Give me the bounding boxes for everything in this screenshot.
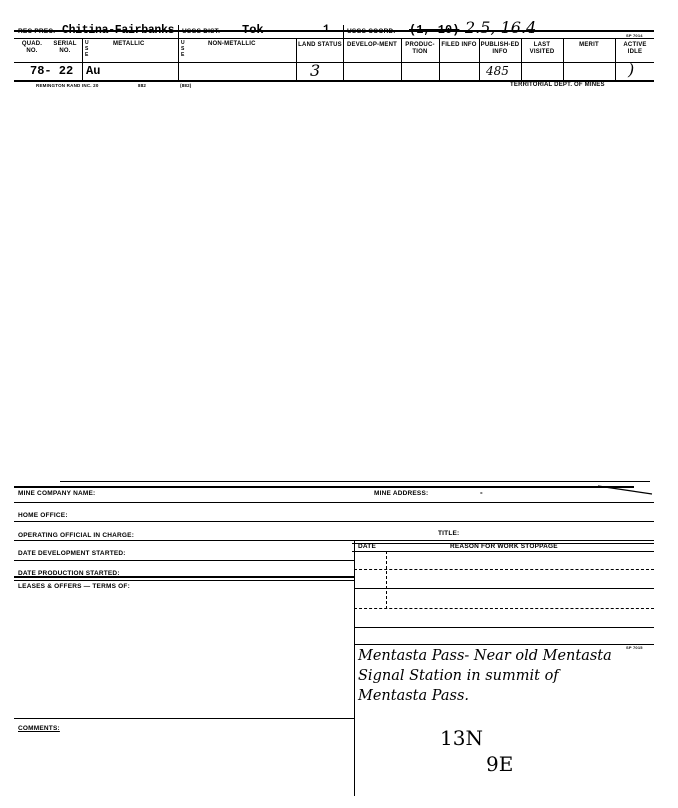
rec-prec-label: REC PREC. <box>18 28 56 35</box>
rec-prec-value: Chitina-Fairbanks <box>62 24 175 37</box>
form-number: SP 7014 <box>626 33 643 38</box>
active-idle-value: ) <box>628 60 635 79</box>
rule <box>354 588 654 589</box>
usgs-dist-value: Tok <box>242 23 264 37</box>
col-rule <box>296 38 297 80</box>
remarks-line-2: Signal Station in summit of <box>358 668 559 684</box>
rule <box>354 569 654 570</box>
quad-serial-value: 78- 22 <box>30 64 74 78</box>
land-status-header: LAND STATUS <box>298 42 342 48</box>
filed-info-header: FILED INFO <box>441 42 477 48</box>
land-status-value: 3 <box>310 61 321 80</box>
published-info-value: 485 <box>486 64 509 78</box>
comments-label: COMMENTS: <box>18 725 60 732</box>
quad-no-header: QUAD. NO. <box>21 41 43 54</box>
rule <box>354 644 654 645</box>
mine-address-dash: - <box>480 488 483 497</box>
use-mark-metallic: U S E <box>85 40 89 58</box>
remarks-line-3: Mentasta Pass. <box>358 688 470 704</box>
use-mark-nonmetallic: U S E <box>181 40 185 58</box>
rule <box>14 718 354 719</box>
remarks-line-1: Mentasta Pass- Near old Mentasta <box>358 648 612 664</box>
usgs-dist-mark: 1 <box>323 24 330 36</box>
development-header: DEVELOP-MENT <box>346 42 398 48</box>
metallic-header: METALLIC <box>113 41 145 47</box>
date-column-header: DATE <box>358 543 377 550</box>
rule <box>14 560 354 561</box>
date-column-rule <box>386 551 387 609</box>
rule <box>14 540 654 541</box>
range-value: 9E <box>486 752 514 776</box>
published-info-header: PUBLISH-ED INFO <box>480 42 520 55</box>
col-rule <box>82 38 83 80</box>
merit-header: MERIT <box>579 42 599 48</box>
reason-column-header: REASON FOR WORK STOPPAGE <box>450 543 558 550</box>
mine-address-label: MINE ADDRESS: <box>374 490 429 497</box>
lower-top-rule <box>60 481 650 482</box>
title-label: TITLE: <box>438 530 460 537</box>
date-prod-started-label: DATE PRODUCTION STARTED: <box>18 570 120 577</box>
header-divider <box>343 25 344 81</box>
last-visited-header: LAST VISITED <box>529 42 555 55</box>
operating-official-label: OPERATING OFFICIAL IN CHARGE: <box>18 532 135 539</box>
printer-code-2: (882) <box>180 83 192 88</box>
usgs-coord-value: 2.5, 16.4 <box>465 18 537 37</box>
metallic-value: Au <box>86 64 101 78</box>
rule <box>14 502 654 503</box>
printer-note: REMINGTON RAND INC. 20 <box>36 83 99 88</box>
usgs-coord-struck: (1, 10) <box>409 23 460 37</box>
form-number-2: SP 7015 <box>626 645 643 650</box>
printer-code-1: 882 <box>138 83 147 88</box>
rule <box>14 521 654 522</box>
serial-no-header: SERIAL NO. <box>53 41 77 54</box>
rule <box>354 627 654 628</box>
production-header: PRODUC-TION <box>405 42 435 55</box>
nonmetallic-header: NON-METALLIC <box>208 41 256 47</box>
header-row-rule-1 <box>14 38 654 39</box>
header-divider <box>178 25 179 81</box>
date-dev-started-label: DATE DEVELOPMENT STARTED: <box>18 550 126 557</box>
folded-corner-mark <box>596 484 656 496</box>
usgs-dist-label: USGS DIST. <box>182 28 221 35</box>
active-idle-header: ACTIVE IDLE <box>623 42 647 55</box>
mine-company-name-label: MINE COMPANY NAME: <box>18 490 96 497</box>
rule <box>354 608 654 609</box>
home-office-label: HOME OFFICE: <box>18 512 68 519</box>
lower-top-rule-2 <box>14 486 634 488</box>
rule <box>14 580 354 581</box>
usgs-coord-label: USGS COORD. <box>347 28 396 35</box>
rule <box>14 576 354 578</box>
leases-offers-label: LEASES & OFFERS — TERMS OF: <box>18 583 130 590</box>
center-rule <box>354 541 355 796</box>
township-value: 13N <box>440 726 483 750</box>
rule <box>352 551 654 552</box>
header-row-rule-2 <box>14 62 654 63</box>
department-label: TERRITORIAL DEPT. OF MINES <box>510 82 605 88</box>
